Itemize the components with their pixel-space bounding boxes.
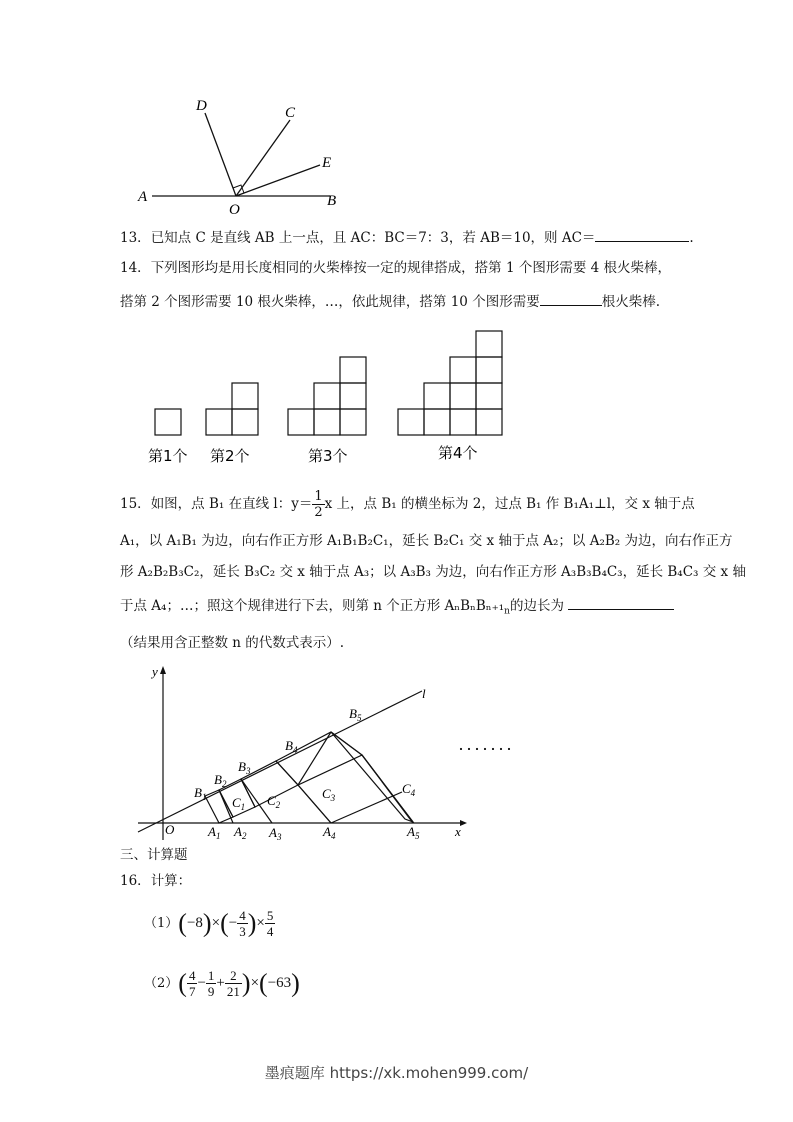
label-o: O [229, 202, 240, 218]
q16-p2-frac3: $\frac{2}{21}$ [226, 968, 240, 999]
q16-p1-neg: − [228, 914, 238, 931]
q15-line3: 形 A₂B₂B₃C₂，延长 B₃C₂ 交 x 轴于点 A₃；以 A₃B₃ 为边，向右作正方形 A₃B₃B₄C₃，延长 B₄C₃ 交 x 轴 [120, 564, 746, 580]
label-c1: $C_1$ [232, 795, 246, 812]
question-15-line3 [120, 562, 746, 582]
label-a4: $A_4$ [323, 824, 336, 841]
q13-end: . [689, 230, 694, 246]
label-b4: $B_4$ [285, 738, 298, 755]
ray-oe [236, 165, 320, 196]
q16-p2-minus: − [197, 974, 206, 991]
angle-figure [130, 90, 360, 220]
caption-fig1: 第1个 [148, 447, 188, 465]
question-15-line4 [120, 595, 674, 622]
q16-p1-a: −8 [186, 914, 203, 931]
q15-line1-pre: 如图，点 B₁ 在直线 l：y＝ [150, 496, 313, 512]
q16-part2: （2）( $\frac{4}{7}$ − $\frac{1}{9}$ + $\frac{2}{21}$ )×(−63) [144, 968, 300, 999]
q16-p2-times: × [250, 974, 260, 991]
label-b: B [327, 193, 337, 209]
label-a1: $A_1$ [208, 824, 221, 841]
q14-line2-post: 根火柴棒. [601, 294, 660, 310]
fig2-squares [206, 383, 258, 435]
label-a2: $A_2$ [234, 824, 247, 841]
q16-part1: （1）(−8)×(− $\frac{4}{3}$ )× $\frac{5}{4}$ [144, 908, 274, 939]
q13-number: 13． [120, 230, 151, 246]
caption-fig2: 第2个 [210, 447, 250, 465]
q15-number: 15． [120, 496, 151, 512]
fig1-square [155, 409, 181, 435]
caption-fig3: 第3个 [308, 447, 348, 465]
q15-line4-post: 的边长为 [509, 598, 564, 614]
label-c2: $C_2$ [267, 793, 281, 810]
question-13 [120, 227, 694, 248]
q16-p2-label: （2） [144, 975, 179, 991]
q14-number: 14． [120, 260, 151, 276]
ray-oc [236, 120, 290, 196]
square-1 [205, 790, 233, 823]
label-b3: $B_3$ [238, 759, 251, 776]
label-d: D [196, 98, 207, 114]
caption-fig4: 第4个 [438, 444, 478, 462]
square-4-ext [331, 732, 413, 822]
y-axis-arrow [160, 666, 166, 674]
label-origin: O [165, 822, 175, 837]
edge-b2-a2 [219, 790, 233, 823]
label-c: C [285, 105, 296, 121]
label-b5: $B_5$ [349, 706, 362, 723]
question-15-line1 [120, 486, 695, 522]
fig4-squares [398, 331, 502, 435]
label-b1: $B_1$ [194, 785, 207, 802]
section-3-title: 三、计算题 [120, 847, 188, 863]
q13-answer-blank[interactable] [595, 227, 689, 242]
fig3-squares [288, 357, 366, 435]
ray-od [205, 113, 236, 196]
q16-p1-frac-c: $\frac{5}{4}$ [266, 908, 274, 939]
label-b2: $B_2$ [214, 772, 227, 789]
question-14-line2 [120, 291, 660, 312]
q16-number: 16． [120, 873, 151, 889]
q16-p1-times1: × [211, 914, 221, 931]
x-axis-arrow [460, 820, 467, 826]
q16-p2-last: −63 [267, 974, 292, 991]
q16-label: 计算： [150, 873, 192, 889]
q15-line1-post: x 上，点 B₁ 的横坐标为 2，过点 B₁ 作 B₁A₁⊥l，交 x 轴于点 [324, 496, 695, 512]
q16-p1-label: （1） [144, 915, 179, 931]
label-c3: $C_3$ [322, 786, 336, 803]
q15-line5: （结果用含正整数 n 的代数式表示）. [120, 635, 345, 651]
q15-fraction [312, 489, 324, 520]
q16-p1-times2: × [256, 914, 265, 931]
continuation-dots: ······· [458, 739, 514, 759]
q16-p1-frac-b: $\frac{4}{3}$ [239, 908, 246, 939]
label-a5: $A_5$ [407, 824, 420, 841]
footer-watermark[interactable]: 墨痕题库 https://xk.mohen999.com/ [264, 1064, 529, 1082]
label-e: E [322, 155, 332, 171]
q14-line2-pre: 搭第 2 个图形需要 10 根火柴棒，…，依此规律，搭第 10 个图形需要 [120, 294, 540, 310]
label-a3: $A_3$ [269, 825, 282, 842]
question-15-line5 [120, 633, 344, 653]
q16-p2-frac2: $\frac{1}{9}$ [207, 968, 215, 999]
q15-frac-num: 1 [314, 489, 323, 504]
q13-text: 已知点 C 是直线 AB 上一点，且 AC：BC＝7：3，若 AB＝10，则 AC＝ [150, 230, 596, 246]
q16-p2-frac1: $\frac{4}{7}$ [188, 968, 196, 999]
squares-figure [130, 660, 550, 845]
matchstick-figure [140, 325, 520, 470]
label-l: l [422, 686, 426, 701]
question-16 [120, 871, 191, 891]
q14-line1: 下列图形均是用长度相同的火柴棒按一定的规律搭成，搭第 1 个图形需要 4 根火柴棒， [150, 260, 672, 276]
question-14-line1 [120, 258, 671, 278]
q16-p2-plus: + [216, 974, 225, 991]
label-a: A [138, 189, 148, 205]
q15-frac-den: 2 [314, 505, 323, 520]
line-l [138, 691, 422, 832]
label-x: x [455, 824, 461, 839]
label-y: y [152, 664, 158, 679]
q15-line4-sub: n [504, 606, 510, 617]
label-c4: $C_4$ [402, 781, 416, 798]
q15-answer-blank[interactable] [568, 595, 674, 610]
q14-answer-blank[interactable] [540, 291, 602, 306]
edge-a4-c4 [331, 792, 402, 823]
q15-line4-pre: 于点 A₄；…；照这个规律进行下去，则第 n 个正方形 AₙBₙBₙ₊₁ [120, 598, 505, 614]
q15-line2: A₁，以 A₁B₁ 为边，向右作正方形 A₁B₁B₂C₁，延长 B₂C₁ 交 x 轴于点 A₂；以 A₂B₂ 为边，向右作正方 [120, 533, 733, 549]
question-15-line2 [120, 531, 732, 551]
